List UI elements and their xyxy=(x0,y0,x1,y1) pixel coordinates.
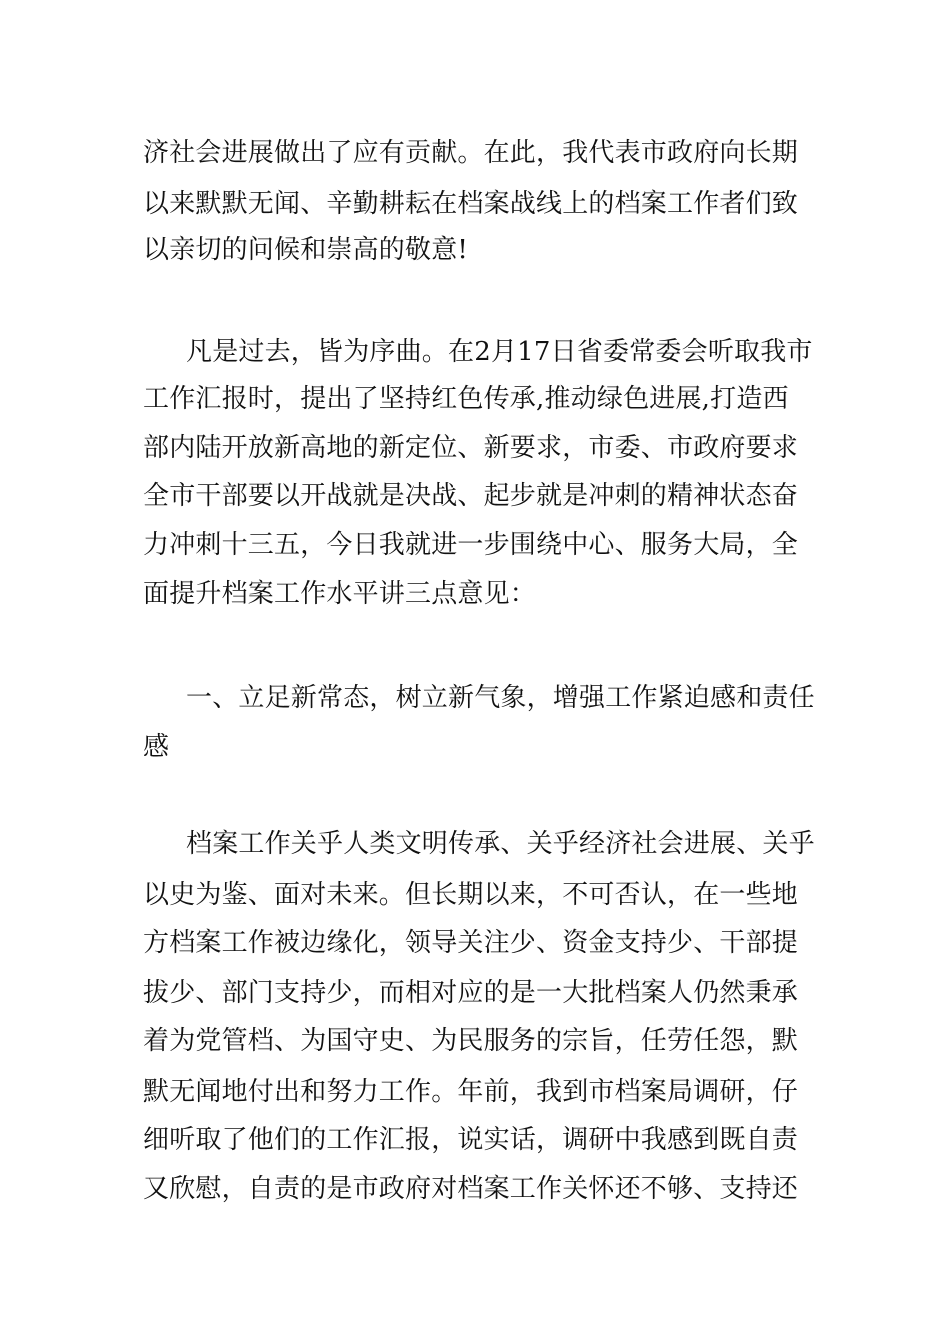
paragraph-line: 拔少、部门支持少，而相对应的是一大批档案人仍然秉承 xyxy=(143,978,799,1008)
paragraph-line: 档案工作关乎人类文明传承、关乎经济社会进展、关乎 xyxy=(186,829,815,859)
paragraph-line: 全市干部要以开战就是决战、起步就是冲刺的精神状态奋 xyxy=(143,481,799,511)
paragraph-line: 方档案工作被边缘化，领导关注少、资金支持少、干部提 xyxy=(143,928,799,958)
paragraph-line: 默无闻地付出和努力工作。年前，我到市档案局调研，仔 xyxy=(143,1077,799,1107)
section-heading-continued: 感 xyxy=(143,732,170,762)
paragraph-line: 部内陆开放新高地的新定位、新要求，市委、市政府要求 xyxy=(143,433,799,463)
paragraph-line: 细听取了他们的工作汇报，说实话，调研中我感到既自责 xyxy=(143,1125,799,1155)
paragraph-line: 力冲刺十三五，今日我就进一步围绕中心、服务大局，全 xyxy=(143,530,799,560)
paragraph-line: 济社会进展做出了应有贡献。在此，我代表市政府向长期 xyxy=(143,138,799,168)
paragraph-line: 面提升档案工作水平讲三点意见： xyxy=(143,579,537,609)
paragraph-line: 以来默默无闻、辛勤耕耘在档案战线上的档案工作者们致 xyxy=(143,189,799,219)
section-heading: 一、立足新常态，树立新气象，增强工作紧迫感和责任 xyxy=(186,683,815,713)
paragraph-line: 以亲切的问候和崇高的敬意! xyxy=(143,235,469,265)
paragraph-line: 着为党管档、为国守史、为民服务的宗旨，任劳任怨，默 xyxy=(143,1026,799,1056)
paragraph-line: 凡是过去，皆为序曲。在2月17日省委常委会听取我市 xyxy=(186,337,813,367)
paragraph-line: 以史为鉴、面对未来。但长期以来，不可否认，在一些地 xyxy=(143,880,799,910)
paragraph-line: 工作汇报时，提出了坚持红色传承,推动绿色进展,打造西 xyxy=(143,384,789,414)
paragraph-line: 又欣慰，自责的是市政府对档案工作关怀还不够、支持还 xyxy=(143,1174,799,1204)
